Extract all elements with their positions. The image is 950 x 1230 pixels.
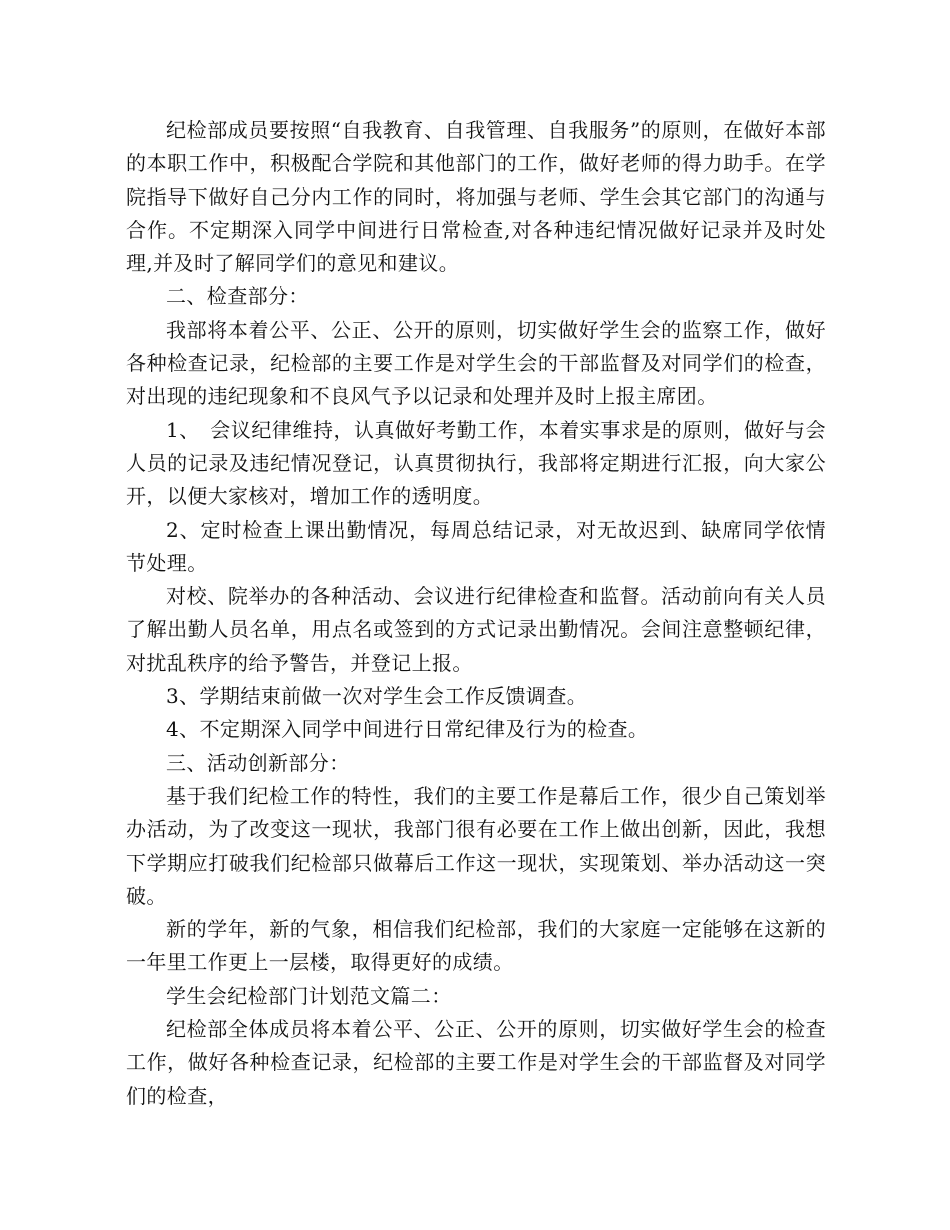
list-item-3: 3、学期结束前做一次对学生会工作反馈调查。 bbox=[166, 684, 588, 709]
heading-sample-two: 学生会纪检部门计划范文篇二： bbox=[166, 983, 452, 1008]
list-item-1: 1、 会议纪律维持，认真做好考勤工作，本着实事求是的原则，做好与会人员的记录及违纪情况登记，认真贯彻执行，我部将定期进行汇报，向大家公开，以便大家核对，增加工作的透明度。 bbox=[126, 417, 826, 509]
paragraph-sample-two: 纪检部全体成员将本着公平、公正、公开的原则，切实做好学生会的检查工作，做好各种检查记录，纪检部的主要工作是对学生会的干部监督及对同学们的检查， bbox=[126, 1017, 826, 1108]
paragraph-intro: 纪检部成员要按照“自我教育、自我管理、自我服务”的原则，在做好本部的本职工作中，积极配合学院和其他部门的工作，做好老师的得力助手。在学院指导下做好自己分内工作的同时，将加强与老师、学生会其它部门的沟通与合作。不定期深入同学中间进行日常检查,对各种违纪情况做好记录并及时处理,并及时了解同学们的意见和建议。 bbox=[126, 118, 826, 276]
paragraph-new-year: 新的学年，新的气象，相信我们纪检部，我们的大家庭一定能够在这新的一年里工作更上一层楼，取得更好的成绩。 bbox=[126, 917, 826, 975]
paragraph-inspection-principle: 我部将本着公平、公正、公开的原则，切实做好学生会的监察工作，做好各种检查记录，纪检部的主要工作是对学生会的干部监督及对同学们的检查，对出现的违纪现象和不良风气予以记录和处理并及时上报主席团。 bbox=[126, 317, 826, 409]
section-heading-inspection: 二、检查部分： bbox=[166, 284, 309, 309]
paragraph-innovation: 基于我们纪检工作的特性，我们的主要工作是幕后工作，很少自己策划举办活动，为了改变这一现状，我部门很有必要在工作上做出创新，因此，我想下学期应打破我们纪检部只做幕后工作这一现状，实现策划、举办活动这一突破。 bbox=[126, 783, 826, 908]
list-item-4: 4、不定期深入同学中间进行日常纪律及行为的检查。 bbox=[166, 717, 649, 742]
list-item-2: 2、定时检查上课出勤情况，每周总结记录，对无故迟到、缺席同学依情节处理。 bbox=[126, 517, 826, 575]
paragraph-activity-discipline: 对校、院举办的各种活动、会议进行纪律检查和监督。活动前向有关人员了解出勤人员名单，用点名或签到的方式记录出勤情况。会间注意整顿纪律，对扰乱秩序的给予警告，并登记上报。 bbox=[126, 584, 826, 675]
section-heading-innovation: 三、活动创新部分： bbox=[166, 750, 350, 775]
document-body bbox=[126, 114, 826, 1113]
